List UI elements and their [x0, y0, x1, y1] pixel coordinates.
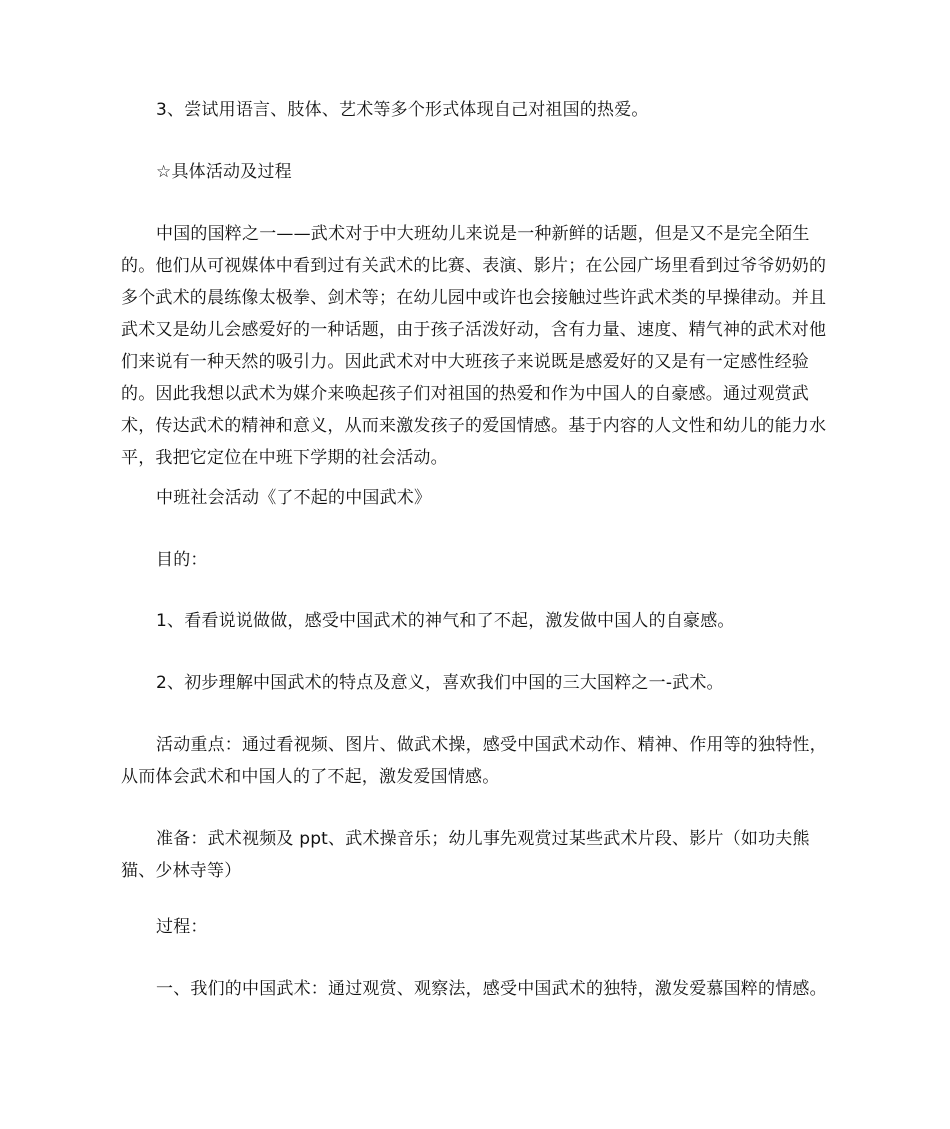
body-paragraph-intro: 中国的国粹之一——武术对于中大班幼儿来说是一种新鲜的话题，但是又不是完全陌生的。他们从可视媒体中看到过有关武术的比赛、表演、影片；在公园广场里看到过爷爷奶奶的多个武术的晨练像太极拳、剑术等；在幼儿园中或许也会接触过些许武术类的早操律动。并且武术又是幼儿会感爱好的一种话题，由于孩子活泼好动，含有力量、速度、精气神的武术对他们来说有一种天然的吸引力。因此武术对中大班孩子来说既是感爱好的又是有一定感性经验的。因此我想以武术为媒介来唤起孩子们对祖国的热爱和作为中国人的自豪感。通过观赏武术，传达武术的精神和意义，从而来激发孩子的爱国情感。基于内容的人文性和幼儿的能力水平，我把它定位在中班下学期的社会活动。 — [121, 224, 827, 468]
section-heading-activity-process: ☆具体活动及过程 — [156, 162, 292, 182]
goal-item-3: 3、尝试用语言、肢体、艺术等多个形式体现自己对祖国的热爱。 — [156, 100, 649, 120]
goals-label: 目的： — [156, 550, 208, 570]
process-label: 过程： — [156, 917, 208, 937]
process-step-1: 一、我们的中国武术：通过观赏、观察法，感受中国武术的独特，激发爱慕国粹的情感。 — [156, 979, 827, 999]
goal-item-2: 2、初步理解中国武术的特点及意义，喜欢我们中国的三大国粹之一-武术。 — [156, 673, 724, 693]
preparation: 准备：武术视频及 ppt、武术操音乐；幼儿事先观赏过某些武术片段、影片（如功夫熊猫、少林寺等） — [121, 829, 810, 881]
goal-item-1: 1、看看说说做做，感受中国武术的神气和了不起，激发做中国人的自豪感。 — [156, 611, 735, 631]
activity-focus: 活动重点：通过看视频、图片、做武术操，感受中国武术动作、精神、作用等的独特性，从而体会武术和中国人的了不起，激发爱国情感。 — [121, 735, 827, 787]
activity-title: 中班社会活动《了不起的中国武术》 — [156, 488, 432, 508]
